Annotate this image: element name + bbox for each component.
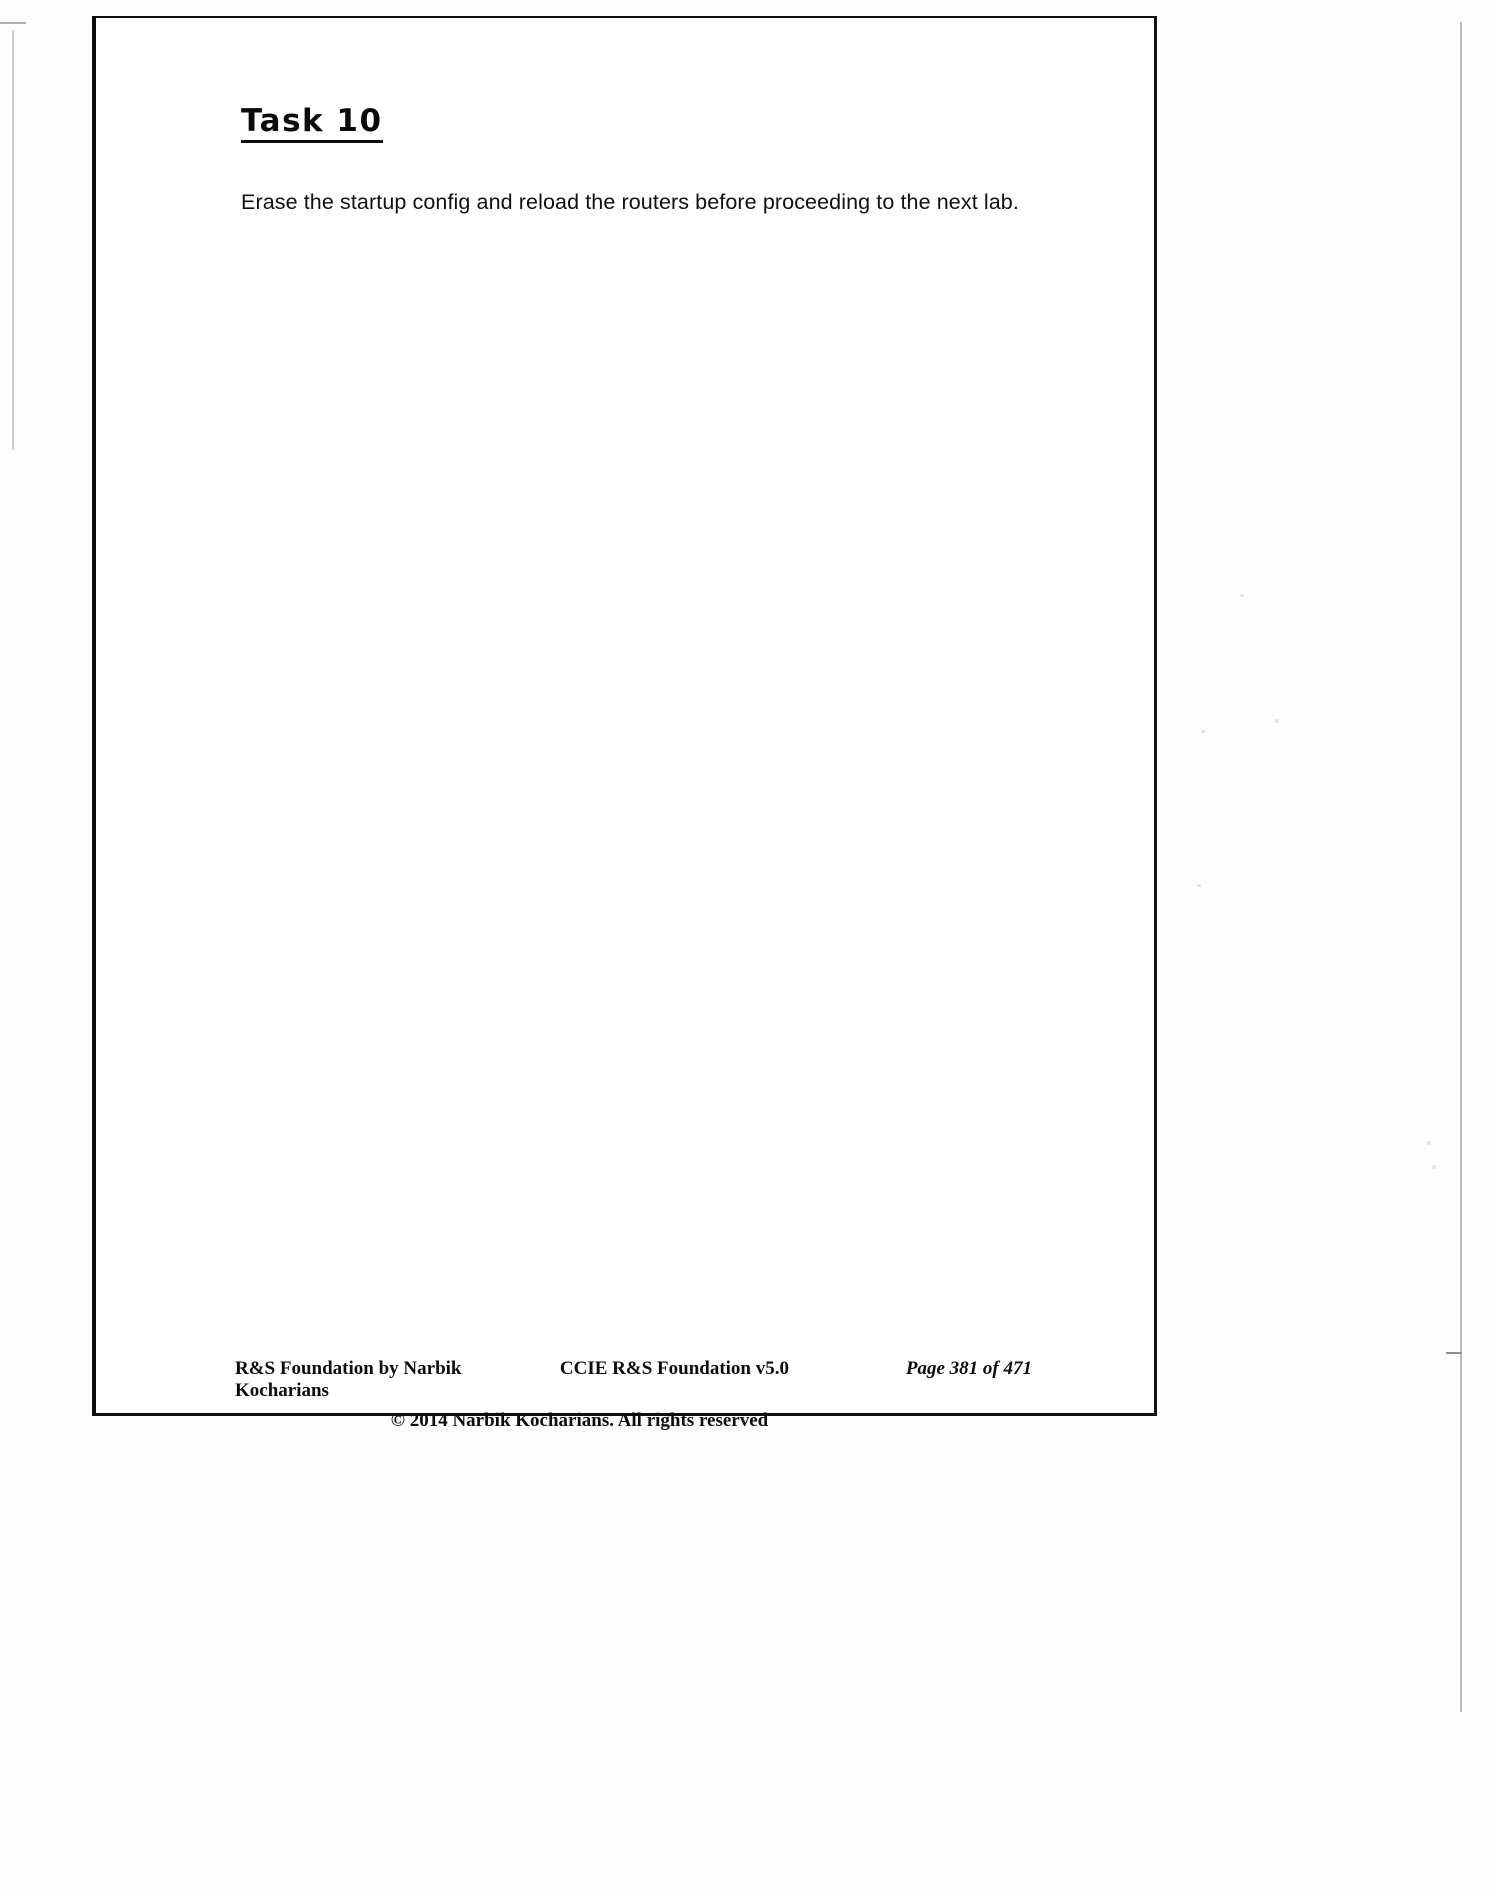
- scan-speck: [1275, 719, 1279, 723]
- edge-tick-mark: [1446, 1352, 1462, 1354]
- task-heading: Task 10: [241, 104, 383, 143]
- page-footer: [235, 1358, 1054, 1432]
- footer-main-row: [235, 1358, 1054, 1402]
- left-sheet-edge-line: [12, 30, 14, 450]
- document-page: [92, 16, 1157, 1431]
- footer-author: R&S Foundation by Narbik Kocharians: [235, 1358, 462, 1401]
- footer-title: CCIE R&S Foundation v5.0: [559, 1358, 789, 1379]
- edge-tick-mark-top: [0, 22, 26, 24]
- scan-speck: [1432, 1165, 1436, 1169]
- scan-speck: [1240, 594, 1244, 597]
- right-sheet-edge-line: [1460, 22, 1462, 1712]
- scan-speck: [1201, 730, 1205, 733]
- footer-page-number: Page 381 of 471: [905, 1358, 1032, 1379]
- footer-copyright: © 2014 Narbik Kocharians. All rights reserved: [390, 1410, 769, 1431]
- scan-speck: [1427, 1141, 1431, 1145]
- scan-speck: [1197, 884, 1201, 887]
- task-instruction-text: Erase the startup config and reload the routers before proceeding to the next lab.: [241, 190, 1019, 215]
- page-content: [241, 104, 1094, 240]
